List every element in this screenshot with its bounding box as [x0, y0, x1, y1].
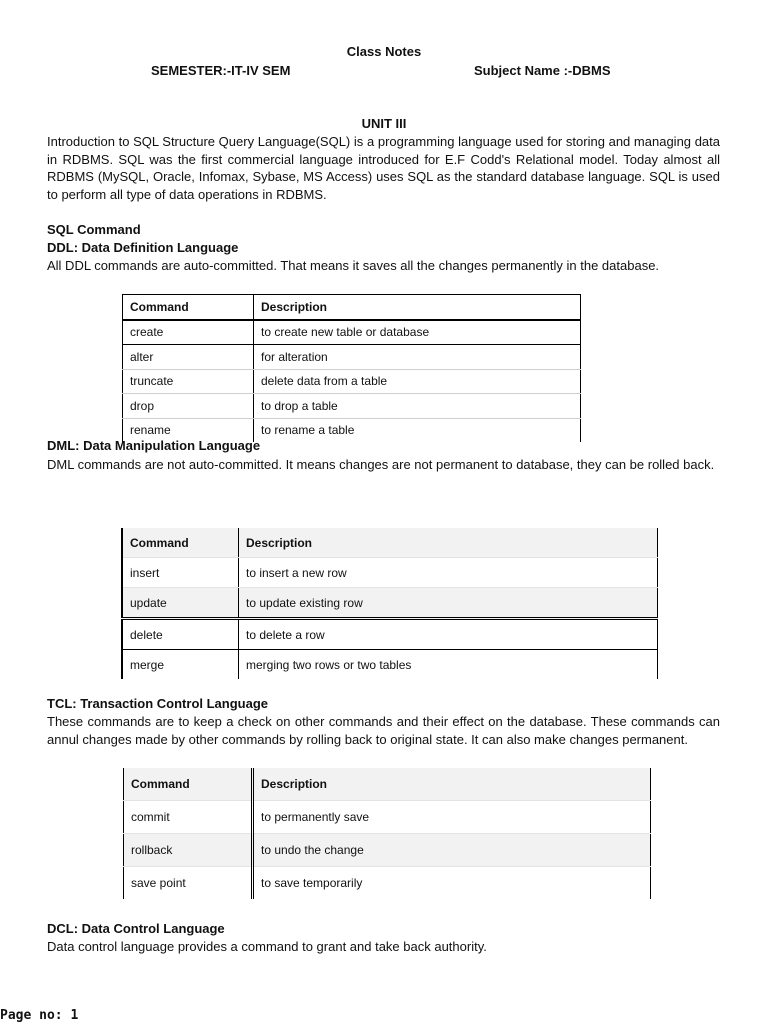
table-row [123, 345, 581, 370]
command-cell: commit [124, 801, 253, 834]
command-cell: truncate [123, 369, 254, 394]
description-cell: for alteration [254, 345, 581, 370]
column-header-command: Command [124, 768, 253, 801]
command-cell: insert [122, 558, 239, 588]
command-cell: rollback [124, 834, 253, 867]
ddl-description: All DDL commands are auto-committed. That means it saves all the changes permanently in the database. [47, 258, 660, 273]
description-cell: to drop a table [254, 394, 581, 419]
description-cell: to create new table or database [254, 320, 581, 345]
description-cell: merging two rows or two tables [239, 650, 658, 680]
tcl-table [123, 768, 651, 899]
column-header-description: Description [253, 768, 651, 801]
subject-label: Subject Name :-DBMS [474, 63, 611, 78]
table-header-row [123, 295, 581, 320]
command-cell: alter [123, 345, 254, 370]
command-cell: update [122, 588, 239, 619]
dml-heading: DML: Data Manipulation Language [47, 438, 261, 453]
table-row [124, 801, 651, 834]
dml-description: DML commands are not auto-committed. It means changes are not permanent to database, they can be rolled back. [47, 457, 715, 472]
table-row [124, 867, 651, 900]
command-cell: save point [124, 867, 253, 900]
dcl-description: Data control language provides a command to grant and take back authority. [47, 939, 487, 954]
description-cell: to permanently save [253, 801, 651, 834]
table-row [123, 394, 581, 419]
intro-paragraph: Introduction to SQL Structure Query Language(SQL) is a programming language used for storing and managing data in RDBMS. SQL was the first commercial language introduced for E.F Codd's Relational model. Today almost all RDBMS (MySQL, Oracle, Infomax, Sybase, MS Access) uses SQL as the standard database language. SQL is used to perform all type of data operations in RDBMS. [47, 134, 720, 202]
description-cell: to insert a new row [239, 558, 658, 588]
unit-heading: UNIT III [361, 116, 407, 131]
description-cell: to update existing row [239, 588, 658, 619]
document-title: Class Notes [346, 44, 422, 59]
dml-table [121, 528, 658, 679]
table-row [122, 558, 658, 588]
command-cell: merge [122, 650, 239, 680]
command-cell: rename [123, 418, 254, 442]
table-row [123, 320, 581, 345]
description-cell: delete data from a table [254, 369, 581, 394]
table-row [124, 834, 651, 867]
column-header-description: Description [239, 528, 658, 558]
ddl-heading: DDL: Data Definition Language [47, 240, 239, 255]
table-row [122, 619, 658, 650]
command-cell: delete [122, 619, 239, 650]
description-cell: to delete a row [239, 619, 658, 650]
semester-label: SEMESTER:-IT-IV SEM [151, 63, 291, 78]
description-cell: to save temporarily [253, 867, 651, 900]
dcl-heading: DCL: Data Control Language [47, 921, 225, 936]
ddl-table [122, 294, 581, 442]
table-header-row [124, 768, 651, 801]
page-number: Page no: 1 [0, 1008, 79, 1023]
command-cell: create [123, 320, 254, 345]
description-cell: to rename a table [254, 418, 581, 442]
table-row [122, 650, 658, 680]
sql-command-heading: SQL Command [47, 222, 141, 237]
table-row [123, 369, 581, 394]
command-cell: drop [123, 394, 254, 419]
column-header-command: Command [122, 528, 239, 558]
tcl-heading: TCL: Transaction Control Language [47, 696, 269, 711]
column-header-description: Description [254, 295, 581, 320]
column-header-command: Command [123, 295, 254, 320]
table-row [122, 588, 658, 619]
tcl-description: These commands are to keep a check on other commands and their effect on the database. These commands can annul changes made by other commands by rolling back to original state. It can also make changes permanent. [47, 714, 720, 747]
description-cell: to undo the change [253, 834, 651, 867]
table-header-row [122, 528, 658, 558]
